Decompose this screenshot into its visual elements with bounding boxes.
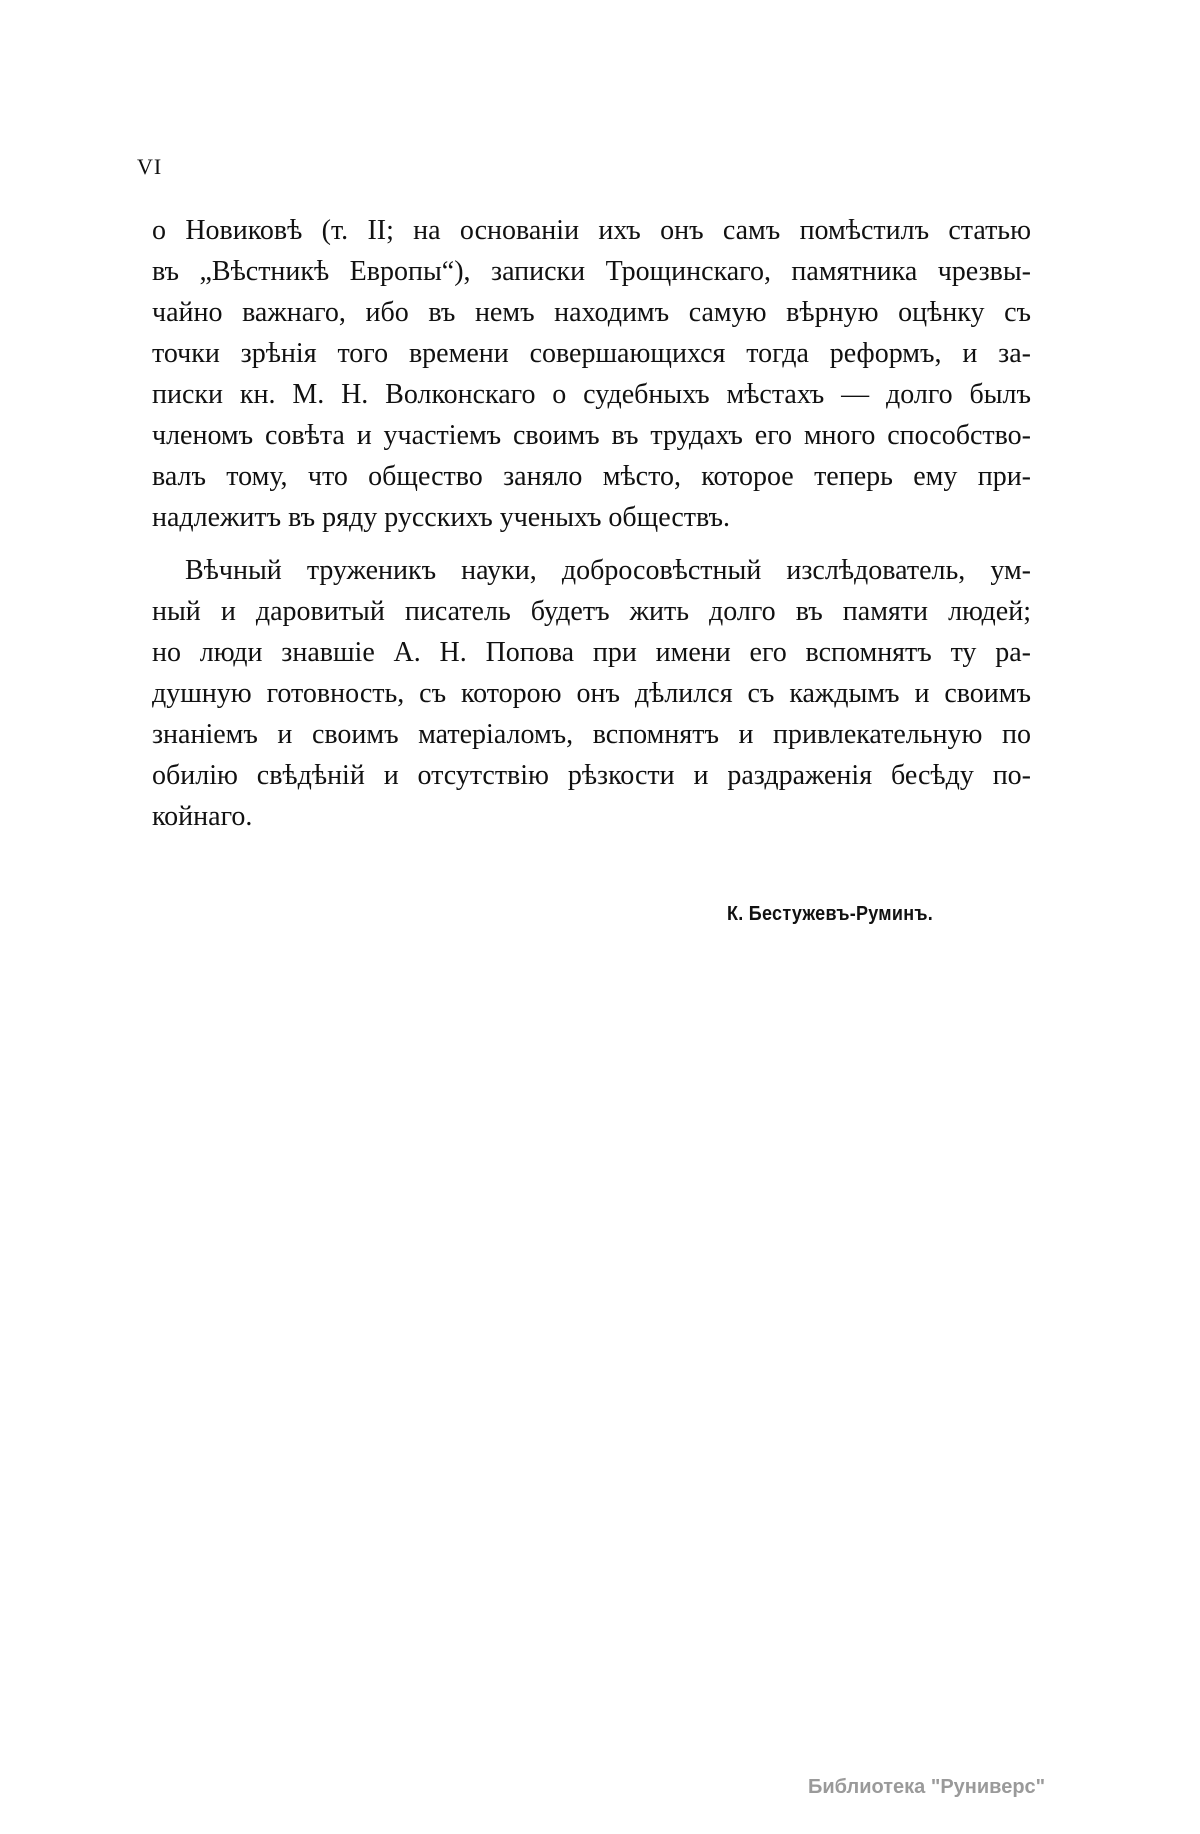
text-line: валъ тому, что общество заняло мѣсто, которое теперь ему при- [152, 461, 1031, 492]
text-line: членомъ совѣта и участiемъ своимъ въ трудахъ его много способство- [152, 420, 1031, 451]
text-line: душную готовность, съ которою онъ дѣлился съ каждымъ и своимъ [152, 678, 1031, 709]
text-line: обилiю свѣдѣнiй и отсутствiю рѣзкости и раздраженiя бесѣду по- [152, 760, 1031, 791]
paragraph-2 [152, 550, 1031, 837]
text-line: чайно важнаго, ибо въ немъ находимъ самую вѣрную оцѣнку съ [152, 297, 1031, 328]
text-line: койнаго. [152, 801, 253, 832]
library-watermark: Библиотека "Руниверс" [808, 1776, 1046, 1798]
text-line: но люди знавшiе А. Н. Попова при имени его вспомнятъ ту ра- [152, 637, 1031, 668]
paragraph-1 [152, 210, 1031, 538]
text-line: въ „Вѣстникѣ Европы“), записки Трощинскаго, памятника чрезвы- [152, 256, 1031, 287]
author-signature: К. Бестужевъ-Руминъ. [727, 903, 934, 925]
text-line: Вѣчный труженикъ науки, добросовѣстный изслѣдователь, ум- [185, 555, 1031, 586]
text-line: знанiемъ и своимъ матерiаломъ, вспомнятъ и привлекательную по [152, 719, 1031, 750]
text-line: о Новиковѣ (т. II; на основанiи ихъ онъ самъ помѣстилъ статью [152, 215, 1031, 246]
text-line: надлежитъ въ ряду русскихъ ученыхъ обществъ. [152, 502, 731, 533]
text-line: ный и даровитый писатель будетъ жить долго въ памяти людей; [152, 596, 1031, 627]
page-number: VI [137, 154, 163, 179]
text-line: писки кн. М. Н. Волконскаго о судебныхъ мѣстахъ — долго былъ [152, 379, 1031, 410]
text-line: точки зрѣнiя того времени совершающихся тогда реформъ, и за- [152, 338, 1031, 369]
